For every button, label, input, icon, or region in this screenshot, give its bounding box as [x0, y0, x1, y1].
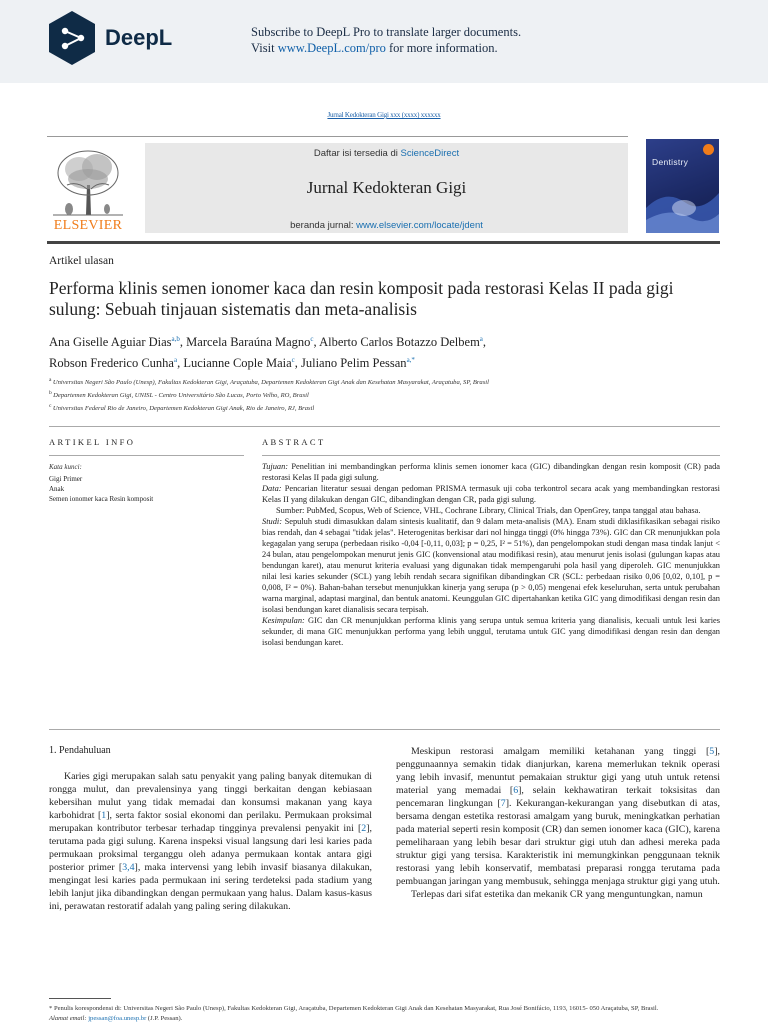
study-label: Studi:	[262, 517, 283, 526]
citation-link[interactable]: 1	[101, 810, 107, 821]
availability-prefix: Daftar isi tersedia di	[313, 148, 401, 159]
affiliation-text: Departemen Kedokteran Gigi, UNISL - Centro Universitário São Lucas, Porto Velho, RO, Brasil	[53, 392, 309, 400]
footnote-email	[49, 1014, 721, 1024]
aim-label: Tujuan:	[262, 462, 289, 471]
article-title: Performa klinis semen ionomer kaca dan resin komposit pada restorasi Kelas II pada gigi sulung: Sebuah tinjauan sistematis dan meta-analisis	[49, 278, 674, 319]
data-label: Data:	[262, 484, 282, 493]
citation-link[interactable]: 6	[513, 785, 519, 796]
text-run: ], serta faktor sosial ekonomi dan perilaku. Permukaan proksimal merupakan kontributor terbesar terhadap tingginya prevalensi penyakit ini [	[49, 810, 372, 834]
author-separator: ,	[177, 356, 184, 371]
conclusion-text: GIC dan CR menunjukkan performa klinis yang serupa untuk semua kriteria yang dianalisis, kecuali untuk lesi karies sekunder, di mana GIC menunjukkan performa yang lebih unggul, terutama untuk GIC yang dimodifikasi dengan resin dan dengan isolasi bendungan karet.	[262, 616, 720, 647]
keyword-item: Semen ionomer kaca Resin komposit	[49, 495, 154, 503]
author-affiliation-mark[interactable]: a	[479, 335, 483, 343]
deepl-banner	[0, 0, 768, 83]
affiliation-item	[49, 401, 719, 414]
contents-availability	[145, 148, 628, 159]
affiliation-item	[49, 388, 719, 401]
author-name[interactable]: Marcela Baraúna Magno	[186, 335, 311, 350]
abstract-data	[262, 483, 720, 505]
author-separator: ,	[313, 335, 320, 350]
banner-line-2-suffix: for more information.	[385, 41, 498, 55]
text-run: Meskipun restorasi amalgam memiliki ketahanan yang tinggi [	[411, 746, 710, 757]
author-separator: ,	[482, 335, 487, 350]
email-link[interactable]: jpessan@foa.unesp.br	[88, 1015, 147, 1022]
abstract-body	[262, 461, 720, 648]
author-list	[49, 330, 719, 372]
masthead-bottom-rule	[47, 241, 720, 244]
intro-paragraph-1	[49, 770, 372, 913]
author-name[interactable]: Lucianne Cople Maia	[183, 356, 292, 371]
footnote-address: * Penulis korespondensi di: Universitas Negeri São Paulo (Unesp), Fakultas Kedokteran Gigi, Araçatuba, Departemen Kedokteran Gigi Anak dan Kesehatan Masyarakat, Rua José Bonifácio, 1193, 16015- 050 Araçatuba, SP, Brasil.	[49, 1005, 659, 1012]
abstract-heading-rule	[262, 455, 720, 456]
author-name[interactable]: Juliano Pelim Pessan	[301, 356, 407, 371]
abstract-bottom-rule	[49, 729, 720, 730]
banner-line-2	[251, 40, 521, 56]
citation-link[interactable]: 3,4	[122, 862, 135, 873]
author-affiliation-mark[interactable]: a	[173, 356, 178, 365]
cover-badge-icon	[703, 144, 714, 155]
info-heading-rule	[49, 455, 244, 456]
info-top-rule	[49, 426, 720, 427]
author-affiliation-mark[interactable]: a,*	[406, 356, 415, 365]
keywords-list	[49, 474, 159, 504]
author-separator: ,	[294, 356, 301, 371]
author-affiliation-mark[interactable]: c	[310, 335, 314, 343]
banner-line-2-prefix: Visit	[251, 41, 278, 55]
author-affiliation-mark[interactable]: c	[291, 356, 295, 365]
affiliations	[49, 375, 719, 415]
elsevier-wordmark: ELSEVIER	[53, 218, 123, 233]
deepl-wordmark: DeepL	[105, 25, 173, 50]
deepl-logo[interactable]	[47, 10, 172, 66]
section-heading-intro: 1. Pendahuluan	[49, 745, 111, 756]
text-run: ], selain kekhawatiran terkait toksisitas dan pencemaran lingkungan [	[396, 785, 720, 809]
text-run: ], terutama pada gigi sulung. Karena inspeksi visual langsung dari lesi karies pada permukaan proksimal terganggu oleh adanya permukaan kontak antara gigi posterior primer [	[49, 823, 372, 873]
deepl-banner-message	[251, 24, 521, 56]
body-column-right	[396, 745, 720, 901]
text-run: ], maka intervensi yang lebih invasif biasanya dilakukan, mengingat lesi karies pada permukaan ini sering terdeteksi pada stadium yang lebih lanjut jika dibandingkan dengan permukaan yang halus. Dalam kasus-kasus ini, perawatan restoratif adalah yang paling sering dilakukan.	[49, 862, 373, 912]
deepl-hexagon-icon	[47, 10, 97, 66]
intro-paragraph-2	[396, 745, 720, 888]
deepl-pro-link[interactable]: www.DeepL.com/pro	[277, 41, 386, 55]
email-label: Alamat email:	[49, 1015, 89, 1022]
conclusion-label: Kesimpulan:	[262, 616, 305, 625]
abstract-study	[262, 516, 720, 615]
homepage-prefix: beranda jurnal:	[290, 220, 357, 231]
author-name[interactable]: Alberto Carlos Botazzo Delbem	[319, 335, 480, 350]
article-info-heading: ARTIKEL INFO	[49, 437, 136, 447]
email-suffix: (J.P. Pessan).	[146, 1015, 183, 1022]
cover-title: Dentistry	[652, 157, 689, 167]
journal-citation-link[interactable]: Jurnal Kedokteran Gigi xxx (xxxx) xxxxxx	[327, 111, 441, 119]
journal-masthead	[145, 143, 628, 233]
abstract-aim	[262, 461, 720, 483]
study-text: Sepuluh studi dimasukkan dalam sintesis kualitatif, dan 9 dalam meta-analisis (MA). Enam studi diklasifikasikan sebagai risiko bias rendah, dan 4 sebagai "tidak jelas". Heterogenitas berkisar dari nol hingga tinggi (0% hingga 73%). GIC dan CR menunjukkan pola kegagalan yang serupa (perbedaan risiko -0,04 [-0,11, 0,03]; p = 0,25, I² = 51%), dan pengelompokan studi dengan masa tindak lanjut < 24 bulan, atau pengelompokan menurut jenis GIC (konvensional atau modifikasi resin), atau menurut jenis isolasi (gulungan kapas atau bendungan karet), atau menurut kriteria evaluasi yang digunakan tidak mempengaruhi pola hasil yang diperoleh. GIC menunjukkan nilai lesi karies sekunder (SCL) yang lebih rendah secara signifikan dibandingkan CR (SCL: perbedaan risiko 0,06 [0,02, 0,10], p = 0,008, I² = 0%). Bahan-bahan tersebut menunjukkan kinerja yang serupa (p > 0,05) mengenai efek keseluruhan, serta untuk perubahan warna marginal, adaptasi marginal, dan bentuk anatomi. Keunggulan GIC dipertahankan ketika GIC yang dimodifikasi dengan resin dan isolasi bendungan karet dianalisis secara terpisah.	[262, 517, 720, 614]
author-affiliation-mark[interactable]: a,b	[171, 335, 180, 343]
citation-link[interactable]: 2	[361, 823, 367, 834]
abstract-heading: ABSTRACT	[262, 437, 326, 447]
cover-artwork-icon	[646, 178, 719, 233]
aim-text: Penelitian ini membandingkan performa klinis semen ionomer kaca (GIC) dibandingkan dengan resin komposit (CR) pada restorasi Kelas II pada gigi sulung.	[262, 462, 720, 482]
author-separator: ,	[179, 335, 187, 350]
citation-link[interactable]: 5	[709, 746, 715, 757]
sciencedirect-link[interactable]: ScienceDirect	[400, 148, 460, 159]
affiliation-mark: a	[49, 377, 53, 383]
abstract-sources: Sumber: PubMed, Scopus, Web of Science, VHL, Cochrane Library, Clinical Trials, dan OpenGrey, tanpa tanggal atau bahasa.	[276, 506, 701, 515]
keyword-item: Gigi Primer	[49, 475, 83, 483]
affiliation-mark: c	[49, 403, 53, 410]
keywords-label: Kata kunci:	[49, 463, 82, 471]
body-column-left	[49, 770, 372, 913]
author-name[interactable]: Robson Frederico Cunha	[49, 356, 174, 371]
abstract-conclusion	[262, 615, 720, 648]
affiliation-text: Universitas Negeri São Paulo (Unesp), Fakultas Kedokteran Gigi, Araçatuba, Departemen Kedokteran Gigi Anak dan Kesehatan Masyarakat, Araçatuba, SP, Brasil	[52, 379, 489, 387]
journal-cover-image	[646, 139, 719, 233]
affiliation-text: Universitas Federal Rio de Janeiro, Departemen Kedokteran Gigi Anak, Rio de Janeiro, RJ, Brasil	[52, 405, 315, 413]
intro-paragraph-3: Terlepas dari sifat estetika dan mekanik CR yang menguntungkan, namun	[411, 889, 703, 900]
text-run: Karies gigi merupakan salah satu penyakit yang paling banyak ditemukan di rongga mulut, dan prevalensinya yang tinggi berkaitan dengan kebiasaan kebersihan mulut yang tidak memadai dan konsumsi makanan yang kaya karbohidrat [	[49, 771, 372, 821]
text-run: ], penggunaannya semakin tidak dianjurkan, karena memerlukan teknik operasi yang lebih invasif, menuntut pemakaian struktur gigi yang utuh untuk retensi material yang memadai [	[396, 746, 720, 796]
text-run: ]. Kekurangan-kekurangan yang disebutkan di atas, bersama dengan estetika restorasi amalgam yang buruk, meningkatkan perhatian pada material seperti resin komposit (CR) dan semen ionomer kaca (GIC), karena pemeliharaan yang lebih besar dari struktur gigi utuh dan adhesi mereka pada struktur gigi yang tersisa. Karakteristik ini memungkinkan penggunaan teknik restorasi yang lebih konservatif, membatasi preparasi rongga terutama pada pembuangan jaringan yang membusuk, sehingga menjaga struktur gigi yang utuh.	[396, 798, 720, 887]
author-name[interactable]: Ana Giselle Aguiar Dias	[49, 335, 172, 350]
banner-line-1: Subscribe to DeepL Pro to translate larger documents.	[251, 25, 522, 39]
journal-title: Jurnal Kedokteran Gigi	[306, 178, 467, 197]
journal-homepage-link[interactable]: www.elsevier.com/locate/jdent	[356, 220, 483, 231]
journal-homepage	[145, 220, 628, 231]
corresponding-author-footnote	[49, 1004, 721, 1024]
footnote-rule	[49, 998, 111, 999]
affiliation-item	[49, 375, 719, 388]
keyword-item: Anak	[49, 485, 65, 493]
data-text: Pencarian literatur sesuai dengan pedoman PRISMA termasuk uji coba terkontrol secara acak yang membandingkan restorasi Kelas II yang dilakukan dengan GIC, dibandingkan dengan CR, pada gigi sulung.	[262, 484, 720, 504]
top-rule	[47, 136, 628, 137]
citation-link[interactable]: 7	[500, 798, 506, 809]
article-type: Artikel ulasan	[49, 255, 114, 267]
affiliation-mark: b	[49, 390, 54, 397]
